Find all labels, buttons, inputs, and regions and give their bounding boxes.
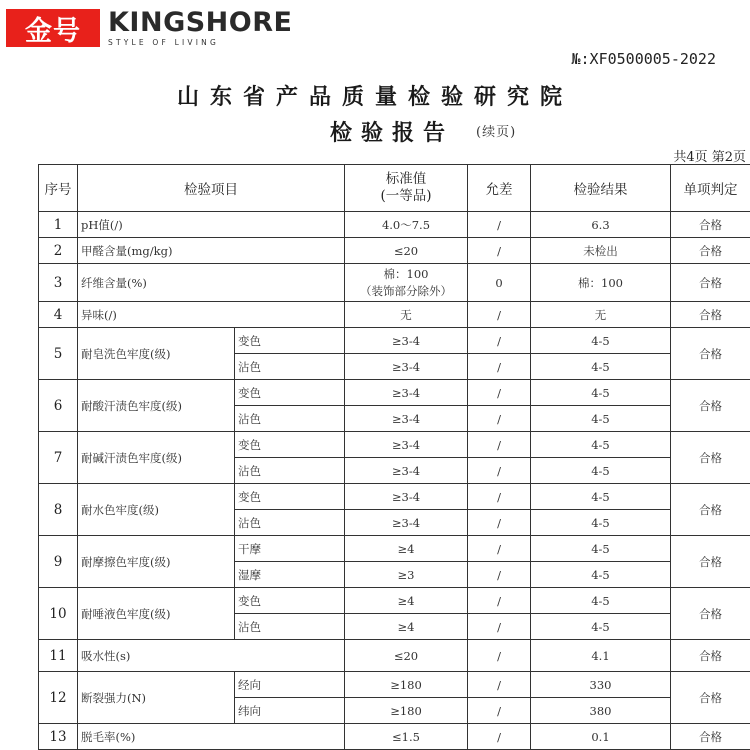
row-judgement: 合格	[671, 484, 750, 536]
brand-logo	[6, 8, 292, 48]
row-seq: 12	[39, 672, 78, 724]
row-tolerance: /	[468, 614, 531, 640]
row-result: 棉：100	[531, 264, 671, 302]
table-row	[39, 536, 750, 562]
row-standard-l1: 棉：100	[383, 266, 429, 281]
row-result: 4-5	[531, 562, 671, 588]
header-standard-l2: (一等品)	[380, 188, 432, 204]
row-judgement: 合格	[671, 238, 750, 264]
row-seq: 5	[39, 328, 78, 380]
row-standard: ≥3-4	[345, 406, 468, 432]
inspection-table	[38, 164, 750, 750]
header-seq: 序号	[39, 165, 78, 212]
row-judgement: 合格	[671, 640, 750, 672]
row-result: 4-5	[531, 380, 671, 406]
logo-cn-mark: 金号	[6, 9, 100, 47]
report-title: 检验报告	[330, 121, 455, 146]
row-standard: 无	[345, 302, 468, 328]
row-standard: ≤20	[345, 238, 468, 264]
row-item: 耐水色牢度(级)	[78, 484, 235, 536]
row-seq: 3	[39, 264, 78, 302]
continued-note: (续页)	[476, 125, 517, 140]
row-judgement: 合格	[671, 432, 750, 484]
row-standard: ≤1.5	[345, 724, 468, 750]
table-row	[39, 212, 750, 238]
row-standard: ≥3-4	[345, 510, 468, 536]
row-seq: 11	[39, 640, 78, 672]
row-judgement: 合格	[671, 588, 750, 640]
report-number: №:XF0500005-2022	[571, 50, 716, 68]
row-result: 380	[531, 698, 671, 724]
table-row	[39, 588, 750, 614]
row-standard: ≥4	[345, 588, 468, 614]
row-standard-l2: （装饰部分除外）	[360, 283, 452, 298]
header-item: 检验项目	[78, 165, 345, 212]
row-tolerance: /	[468, 238, 531, 264]
header-result: 检验结果	[531, 165, 671, 212]
row-standard: ≤20	[345, 640, 468, 672]
row-standard: ≥3-4	[345, 380, 468, 406]
row-result: 4-5	[531, 432, 671, 458]
row-seq: 10	[39, 588, 78, 640]
row-standard: ≥3-4	[345, 354, 468, 380]
row-item: 吸水性(s)	[78, 640, 345, 672]
row-item: 耐碱汗渍色牢度(级)	[78, 432, 235, 484]
row-subitem: 变色	[235, 484, 345, 510]
row-result: 未检出	[531, 238, 671, 264]
row-seq: 6	[39, 380, 78, 432]
table-row	[39, 302, 750, 328]
row-item: 耐摩擦色牢度(级)	[78, 536, 235, 588]
row-subitem: 沾色	[235, 354, 345, 380]
table-row	[39, 640, 750, 672]
row-tolerance: /	[468, 458, 531, 484]
row-standard: ≥4	[345, 536, 468, 562]
row-result: 4-5	[531, 536, 671, 562]
row-subitem: 干摩	[235, 536, 345, 562]
row-standard: ≥3-4	[345, 484, 468, 510]
row-item: 断裂强力(N)	[78, 672, 235, 724]
table-row	[39, 432, 750, 458]
row-item: 耐酸汗渍色牢度(级)	[78, 380, 235, 432]
table-row	[39, 328, 750, 354]
header-tolerance: 允差	[468, 165, 531, 212]
row-subitem: 变色	[235, 328, 345, 354]
row-tolerance: /	[468, 510, 531, 536]
row-judgement: 合格	[671, 328, 750, 380]
row-seq: 8	[39, 484, 78, 536]
row-tolerance: /	[468, 302, 531, 328]
row-result: 330	[531, 672, 671, 698]
row-result: 4-5	[531, 510, 671, 536]
row-tolerance: /	[468, 354, 531, 380]
logo-tagline: STYLE OF LIVING	[108, 38, 219, 47]
row-seq: 4	[39, 302, 78, 328]
row-tolerance: /	[468, 562, 531, 588]
row-tolerance: /	[468, 640, 531, 672]
row-tolerance: /	[468, 328, 531, 354]
row-seq: 9	[39, 536, 78, 588]
logo-brand: KINGSHORE	[108, 7, 293, 38]
row-tolerance: 0	[468, 264, 531, 302]
row-standard: ≥180	[345, 672, 468, 698]
row-standard: ≥3-4	[345, 328, 468, 354]
row-item: 脱毛率(%)	[78, 724, 345, 750]
row-tolerance: /	[468, 724, 531, 750]
table-row	[39, 672, 750, 698]
row-judgement: 合格	[671, 724, 750, 750]
row-result: 4-5	[531, 458, 671, 484]
row-result: 6.3	[531, 212, 671, 238]
row-subitem: 沾色	[235, 406, 345, 432]
row-item: 甲醛含量(mg/kg)	[78, 238, 345, 264]
table-row	[39, 724, 750, 750]
row-standard: ≥180	[345, 698, 468, 724]
row-judgement: 合格	[671, 264, 750, 302]
row-tolerance: /	[468, 536, 531, 562]
row-standard: ≥3-4	[345, 432, 468, 458]
row-judgement: 合格	[671, 672, 750, 724]
row-tolerance: /	[468, 432, 531, 458]
row-result: 4-5	[531, 588, 671, 614]
header-judgement: 单项判定	[671, 165, 750, 212]
row-standard	[345, 264, 468, 302]
row-subitem: 湿摩	[235, 562, 345, 588]
row-subitem: 变色	[235, 588, 345, 614]
row-result: 4.1	[531, 640, 671, 672]
row-subitem: 沾色	[235, 614, 345, 640]
row-judgement: 合格	[671, 380, 750, 432]
row-item: pH值(/)	[78, 212, 345, 238]
row-tolerance: /	[468, 406, 531, 432]
row-tolerance: /	[468, 380, 531, 406]
row-subitem: 沾色	[235, 510, 345, 536]
row-seq: 2	[39, 238, 78, 264]
institute-name: 山东省产品质量检验研究院	[176, 85, 573, 110]
row-result: 4-5	[531, 354, 671, 380]
table-header-row	[39, 165, 750, 212]
header-standard-l1: 标准值	[385, 171, 427, 187]
row-result: 4-5	[531, 614, 671, 640]
row-judgement: 合格	[671, 302, 750, 328]
row-subitem: 纬向	[235, 698, 345, 724]
row-judgement: 合格	[671, 536, 750, 588]
row-subitem: 经向	[235, 672, 345, 698]
row-result: 4-5	[531, 484, 671, 510]
row-tolerance: /	[468, 698, 531, 724]
table-row	[39, 484, 750, 510]
row-result: 0.1	[531, 724, 671, 750]
page-info: 共4页 第2页	[673, 150, 746, 165]
row-subitem: 沾色	[235, 458, 345, 484]
row-judgement: 合格	[671, 212, 750, 238]
table-row	[39, 380, 750, 406]
table-row	[39, 238, 750, 264]
row-result: 4-5	[531, 406, 671, 432]
row-item: 耐唾液色牢度(级)	[78, 588, 235, 640]
header-standard	[345, 165, 468, 212]
row-tolerance: /	[468, 212, 531, 238]
row-standard: ≥4	[345, 614, 468, 640]
row-tolerance: /	[468, 484, 531, 510]
row-item: 耐皂洗色牢度(级)	[78, 328, 235, 380]
row-standard: ≥3	[345, 562, 468, 588]
row-seq: 13	[39, 724, 78, 750]
row-result: 无	[531, 302, 671, 328]
row-subitem: 变色	[235, 380, 345, 406]
row-item: 异味(/)	[78, 302, 345, 328]
row-subitem: 变色	[235, 432, 345, 458]
row-result: 4-5	[531, 328, 671, 354]
row-item: 纤维含量(%)	[78, 264, 345, 302]
row-seq: 1	[39, 212, 78, 238]
row-tolerance: /	[468, 588, 531, 614]
row-tolerance: /	[468, 672, 531, 698]
row-standard: 4.0～7.5	[345, 212, 468, 238]
table-row	[39, 264, 750, 302]
row-standard: ≥3-4	[345, 458, 468, 484]
row-seq: 7	[39, 432, 78, 484]
